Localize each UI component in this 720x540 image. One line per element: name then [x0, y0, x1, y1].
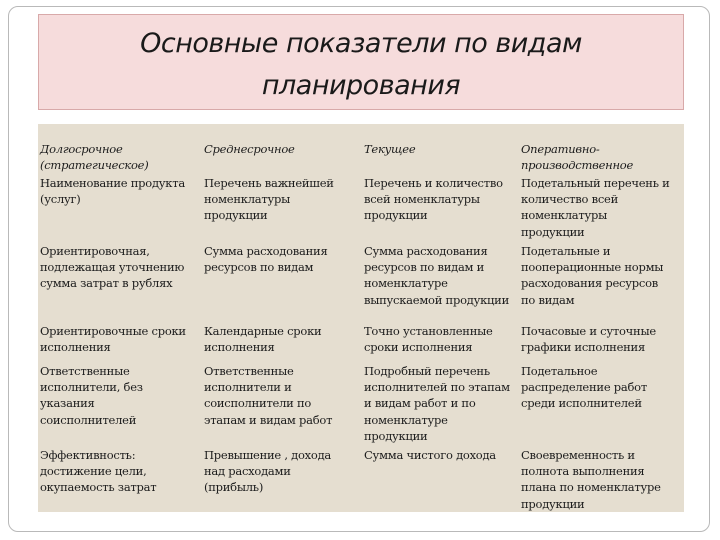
- cell-r3-c2: Календарные сроки исполнения: [204, 324, 322, 355]
- cell-r4-c3: Подробный перечень исполнителей по этапам и видам работ и по номенклатуре продукции: [364, 364, 510, 443]
- cell-r1-c1: Наименование продукта (услуг): [40, 176, 185, 207]
- header-mid-term: Среднесрочное: [204, 142, 295, 156]
- cell-r1-c3: Перечень и количество всей номенклатуры продукции: [364, 176, 503, 223]
- cell-r5-c3: Сумма чистого дохода: [364, 448, 496, 462]
- cell-r5-c1: Эффективность: достижение цели, окупаемость затрат: [40, 448, 157, 495]
- title-banner: [38, 14, 684, 110]
- header-current: Текущее: [364, 142, 416, 156]
- cell-r3-c3: Точно установленные сроки исполнения: [364, 324, 493, 355]
- cell-r4-c2: Ответственные исполнители и соисполнители по этапам и видам работ: [204, 364, 333, 427]
- header-operational: Оперативно- производственное: [521, 142, 633, 173]
- cell-r2-c3: Сумма расходования ресурсов по видам и номенклатуре выпускаемой продукции: [364, 244, 509, 307]
- cell-r1-c2: Перечень важнейшей номенклатуры продукции: [204, 176, 334, 223]
- cell-r3-c4: Почасовые и суточные графики исполнения: [521, 324, 656, 355]
- title-line-1: Основные показатели по видам: [140, 28, 582, 59]
- cell-r1-c4: Подетальный перечень и количество всей номенклатуры продукции: [521, 176, 670, 239]
- cell-r2-c4: Подетальные и пооперационные нормы расходования ресурсов по видам: [521, 244, 664, 307]
- title-line-2: планирования: [261, 70, 461, 101]
- header-long-term: Долгосрочное (стратегическое): [40, 142, 149, 173]
- cell-r2-c2: Сумма расходования ресурсов по видам: [204, 244, 328, 275]
- cell-r5-c4: Своевременность и полнота выполнения плана по номенклатуре продукции: [521, 448, 661, 511]
- cell-r4-c1: Ответственные исполнители, без указания соисполнителей: [40, 364, 143, 427]
- cell-r5-c2: Превышение , дохода над расходами (прибыль): [204, 448, 332, 495]
- cell-r4-c4: Подетальное распределение работ среди исполнителей: [521, 364, 647, 411]
- cell-r2-c1: Ориентировочная, подлежащая уточнению сумма затрат в рублях: [40, 244, 185, 291]
- slide-title: [39, 15, 683, 107]
- cell-r3-c1: Ориентировочные сроки исполнения: [40, 324, 186, 355]
